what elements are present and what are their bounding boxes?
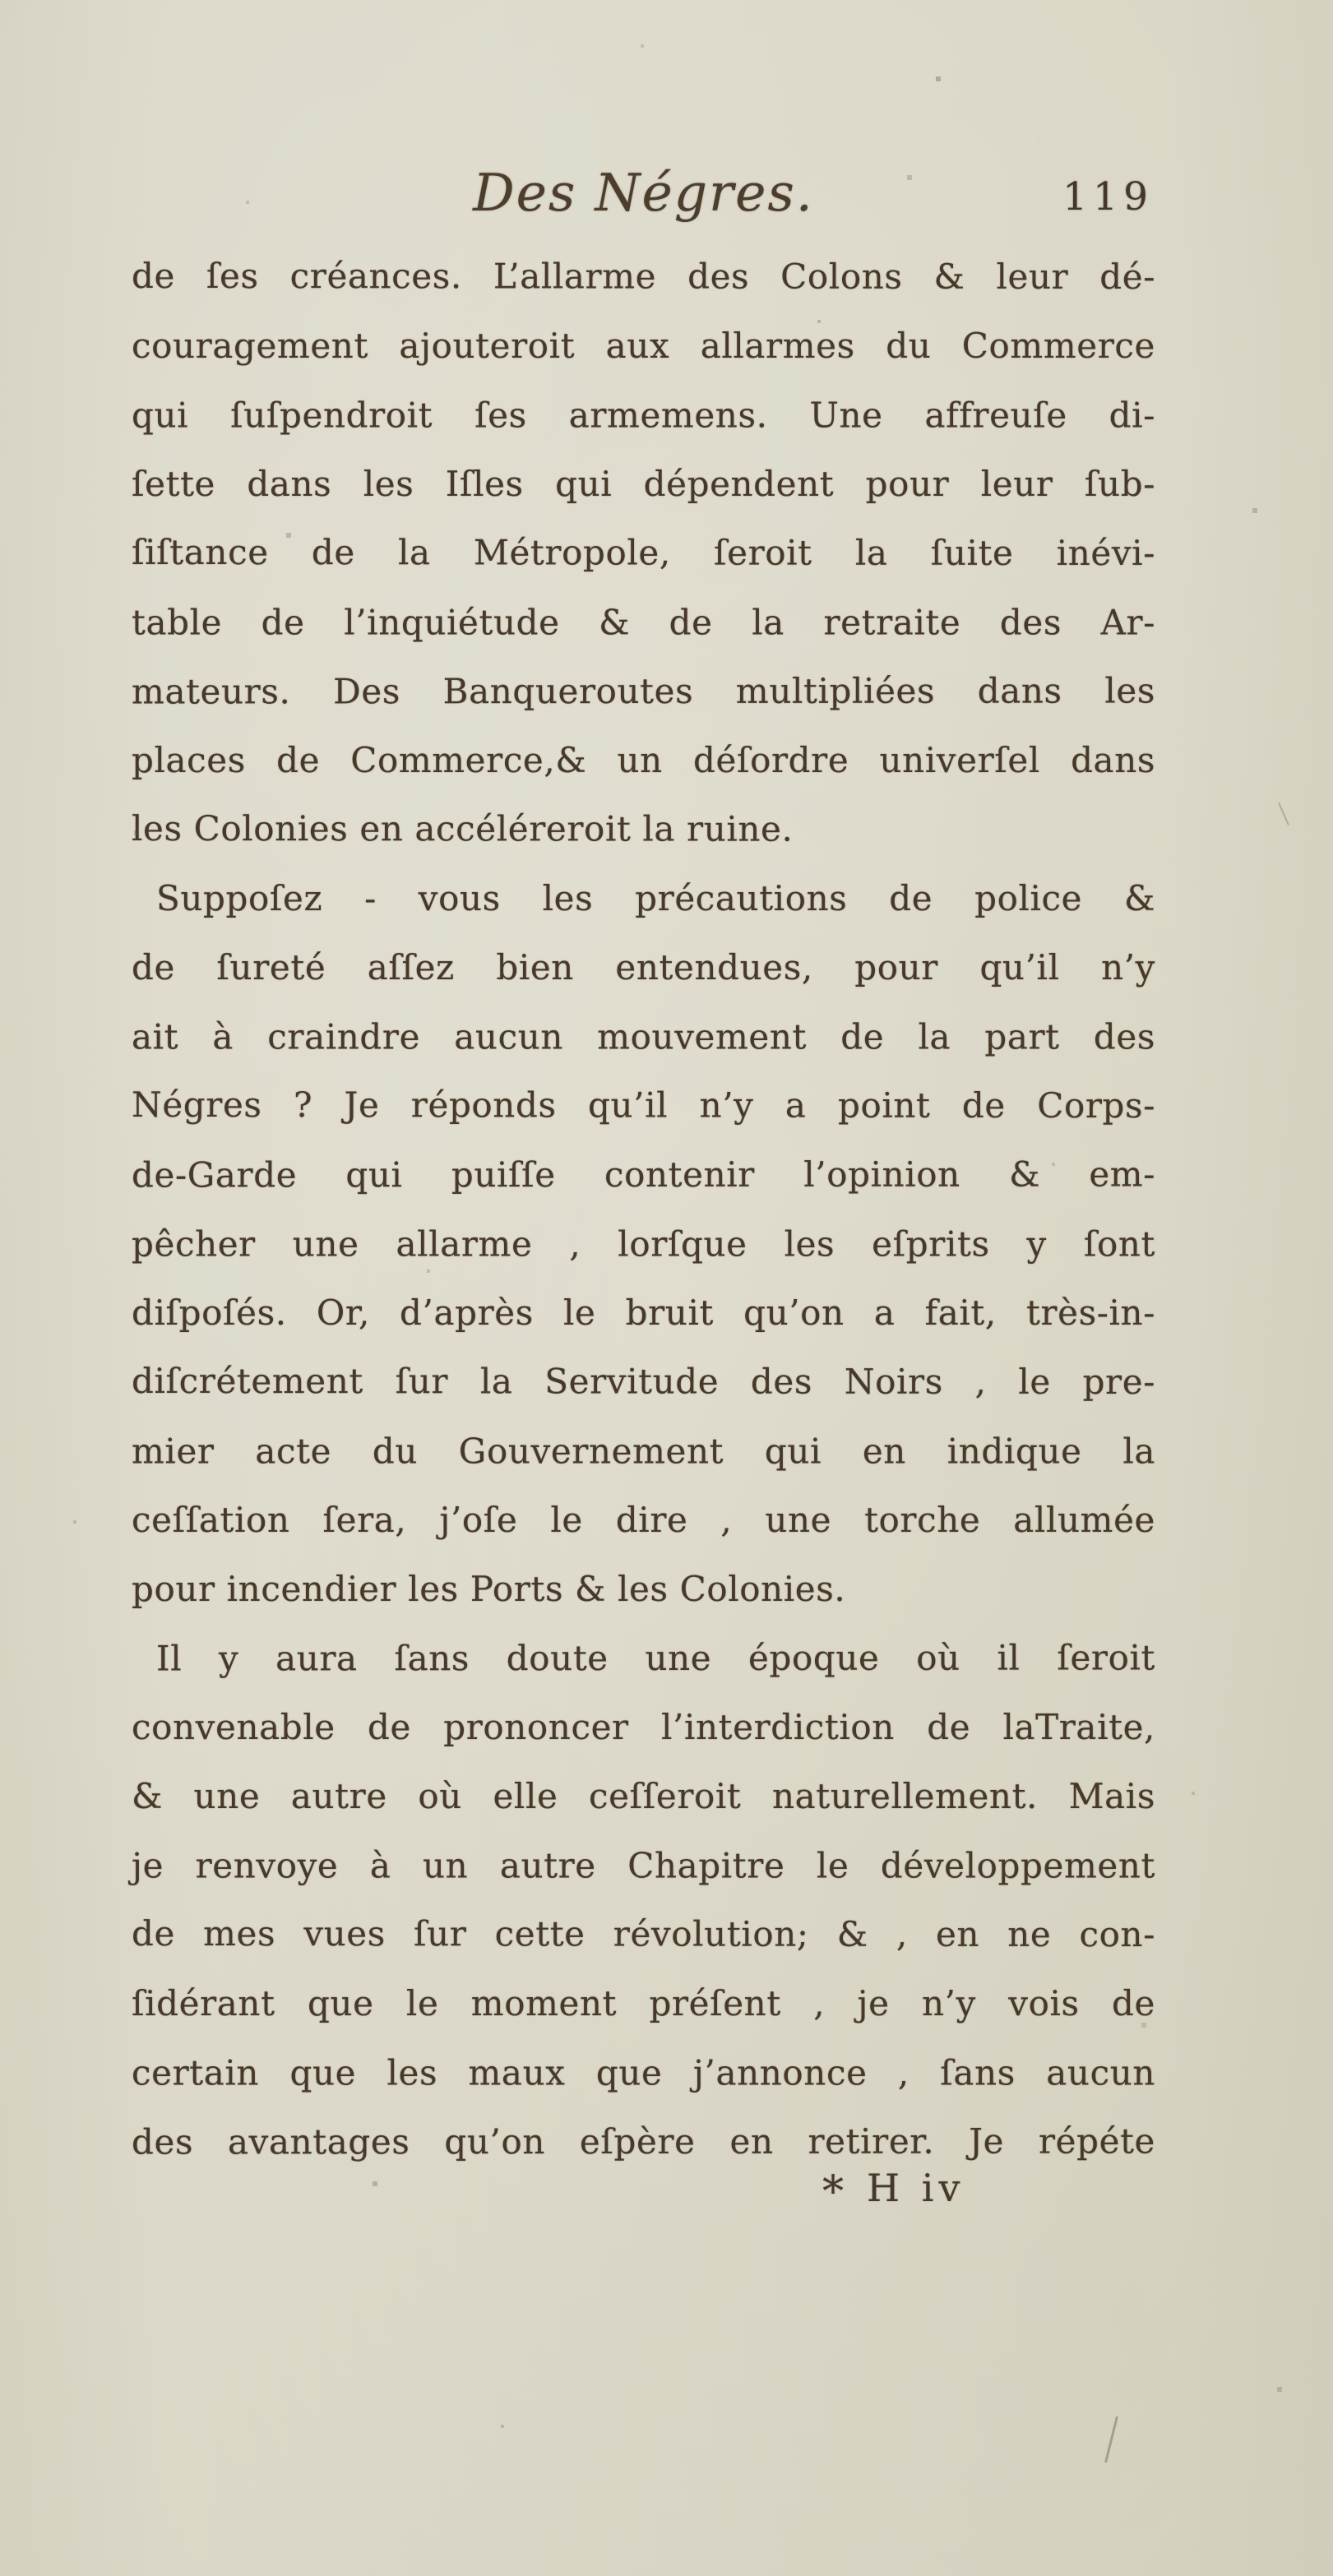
- page-number: 119: [1062, 174, 1154, 220]
- text-line: mier acte du Gouvernement qui en indique la: [132, 1431, 1155, 1472]
- text-line: ſiſtance de la Métropole, ſeroit la ſuite inévi-: [131, 531, 1156, 574]
- signature-mark: [822, 2162, 965, 2217]
- text-line: de mes vues ſur cette révolution; & , en ne con-: [131, 1912, 1156, 1955]
- running-header: [132, 163, 1155, 242]
- text-line: ſidérant que le moment préſent , je n’y vois de: [132, 1983, 1155, 2023]
- text-line: ſette dans les Iſles qui dépendent pour leur ſub-: [132, 464, 1155, 504]
- text-line: table de l’inquiétude & de la retraite des Ar-: [132, 602, 1155, 643]
- text-line: diſcrétement ſur la Servitude des Noirs , le pre-: [131, 1360, 1156, 1403]
- gathering-signature: H iv: [867, 2166, 965, 2210]
- text-line-paragraph-end: les Colonies en accéléreroit la ruine.: [131, 807, 794, 849]
- text-line: je renvoye à un autre Chapitre le développement: [132, 1845, 1155, 1886]
- text-line: de ſes créances. L’allarme des Colons & leur dé-: [131, 255, 1156, 298]
- text-line: pêcher une allarme , lorſque les eſprits y ſont: [132, 1223, 1155, 1265]
- stray-ink-mark: [1104, 2416, 1118, 2463]
- text-line: de-Garde qui puiſſe contenir l’opinion & em-: [131, 1154, 1156, 1196]
- text-line: ait à craindre aucun mouvement de la part des: [132, 1016, 1155, 1057]
- paper-specks: [0, 0, 2, 2]
- asterisk-mark: *: [822, 2167, 845, 2217]
- text-line: des avantages qu’on eſpère en retirer. Je répéte: [131, 2120, 1156, 2162]
- text-line: qui ſuſpendroit ſes armemens. Une affreuſe di-: [132, 395, 1155, 436]
- text-line: diſpoſés. Or, d’après le bruit qu’on a fait, très-in-: [132, 1293, 1155, 1333]
- text-line-paragraph-start: Suppoſez - vous les précautions de police &: [156, 878, 1155, 918]
- text-line: couragement ajouteroit aux allarmes du Commerce: [132, 326, 1155, 366]
- text-line: de ſureté aſſez bien entendues, pour qu’il n’y: [132, 947, 1155, 987]
- text-line: places de Commerce,& un déſordre univerſel dans: [132, 740, 1155, 780]
- text-line: & une autre où elle ceſſeroit naturellement. Mais: [132, 1776, 1155, 1816]
- running-header-title: Des Négres.: [473, 163, 814, 223]
- text-line: mateurs. Des Banqueroutes multipliées dans les: [131, 670, 1156, 712]
- text-line: Négres ? Je réponds qu’il n’y a point de Corps-: [131, 1084, 1156, 1126]
- text-line: convenable de prononcer l’interdiction de laTraite,: [132, 1707, 1155, 1747]
- stray-ink-mark: [1278, 802, 1289, 826]
- text-line-paragraph-end: pour incendier les Ports & les Colonies.: [132, 1569, 846, 1609]
- body-text-block: [132, 243, 1155, 2176]
- text-line: certain que les maux que j’annonce , ſans aucun: [132, 2052, 1155, 2093]
- text-line: ceſſation ſera, j’oſe le dire , une torche allumée: [132, 1500, 1155, 1540]
- text-line-paragraph-start: Il y aura ſans doute une époque où il ſeroit: [155, 1637, 1156, 1679]
